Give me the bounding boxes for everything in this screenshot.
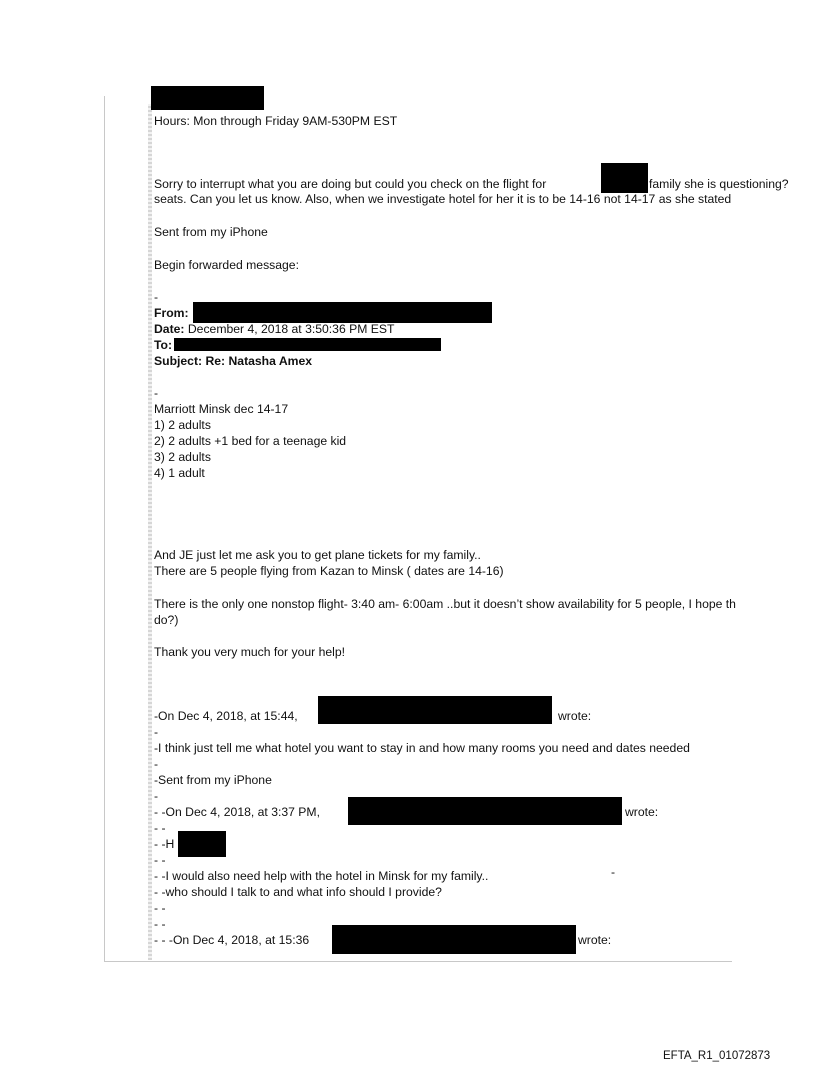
email-frame-left-border xyxy=(104,96,105,961)
stray-mark: - xyxy=(611,865,616,879)
request-line-1b: family she is questioning? xyxy=(649,177,789,191)
quote2-body-1: - -I would also need help with the hotel in Minsk for my family.. xyxy=(154,869,489,883)
quote2-dd-3: - - xyxy=(154,901,166,915)
quote2-greeting: - -H xyxy=(154,837,175,851)
date-label: Date: xyxy=(154,322,185,336)
hotel-room-1: 1) 2 adults xyxy=(154,418,211,432)
hotel-room-4: 4) 1 adult xyxy=(154,466,205,480)
quote3-header-b: wrote: xyxy=(578,933,612,947)
document-id: EFTA_R1_01072873 xyxy=(663,1050,771,1062)
quote2-dd-1: - - xyxy=(154,821,166,835)
redaction-block xyxy=(174,338,441,351)
begin-forwarded-line: Begin forwarded message: xyxy=(154,258,299,272)
quote2-header-b: wrote: xyxy=(625,805,659,819)
quote2-body-2: - -who should I talk to and what info should I provide? xyxy=(154,885,442,899)
quote1-sent: -Sent from my iPhone xyxy=(154,773,272,787)
plane-line-2: There are 5 people flying from Kazan to Minsk ( dates are 14-16) xyxy=(154,564,504,578)
quote1-body: -I think just tell me what hotel you want to stay in and how many rooms you need and dates needed xyxy=(154,741,690,755)
hotel-room-3: 3) 2 adults xyxy=(154,450,211,464)
quote2-header-a: - -On Dec 4, 2018, at 3:37 PM, xyxy=(154,805,320,819)
email-frame-bottom-border xyxy=(104,961,732,962)
quote1-dash: - xyxy=(154,725,159,739)
plane-line-3: There is the only one nonstop flight- 3:40 am- 6:00am ..but it doesn’t show availability for 5 people, I hope th xyxy=(154,597,736,611)
quote2-dd-2: - - xyxy=(154,853,166,867)
plane-line-4: do?) xyxy=(154,613,179,627)
to-label: To: xyxy=(154,338,173,352)
dash-line: - xyxy=(154,386,159,400)
redaction-block xyxy=(178,831,226,857)
quote1-header-a: -On Dec 4, 2018, at 15:44, xyxy=(154,709,298,723)
redaction-block xyxy=(348,797,622,825)
request-line-1a: Sorry to interrupt what you are doing but could you check on the flight for xyxy=(154,177,547,191)
hours-line: Hours: Mon through Friday 9AM-530PM EST xyxy=(154,114,398,128)
dash-line: - xyxy=(154,290,159,304)
hotel-title: Marriott Minsk dec 14-17 xyxy=(154,402,289,416)
thanks-line: Thank you very much for your help! xyxy=(154,645,346,659)
quote1-header-b: wrote: xyxy=(558,709,592,723)
quote3-header-a: - - -On Dec 4, 2018, at 15:36 xyxy=(154,933,310,947)
quote1-dash-2: - xyxy=(154,757,159,771)
redaction-block xyxy=(332,925,576,954)
date-value: December 4, 2018 at 3:50:36 PM EST xyxy=(187,322,395,336)
quote2-dd-4: - - xyxy=(154,917,166,931)
request-line-2: seats. Can you let us know. Also, when we investigate hotel for her it is to be 14-16 not 14-17 as she stated xyxy=(154,192,732,206)
hotel-room-2: 2) 2 adults +1 bed for a teenage kid xyxy=(154,434,347,448)
plane-line-1: And JE just let me ask you to get plane tickets for my family.. xyxy=(154,548,481,562)
redaction-block xyxy=(318,696,552,724)
quote-bar xyxy=(148,104,152,960)
redaction-block xyxy=(601,163,648,193)
redaction-block xyxy=(151,86,264,110)
redaction-block xyxy=(193,302,492,323)
quote1-dash-3: - xyxy=(154,789,159,803)
date-line xyxy=(154,321,395,337)
from-label: From: xyxy=(154,306,189,320)
subject-line: Subject: Re: Natasha Amex xyxy=(154,354,313,368)
sent-from-line: Sent from my iPhone xyxy=(154,225,268,239)
